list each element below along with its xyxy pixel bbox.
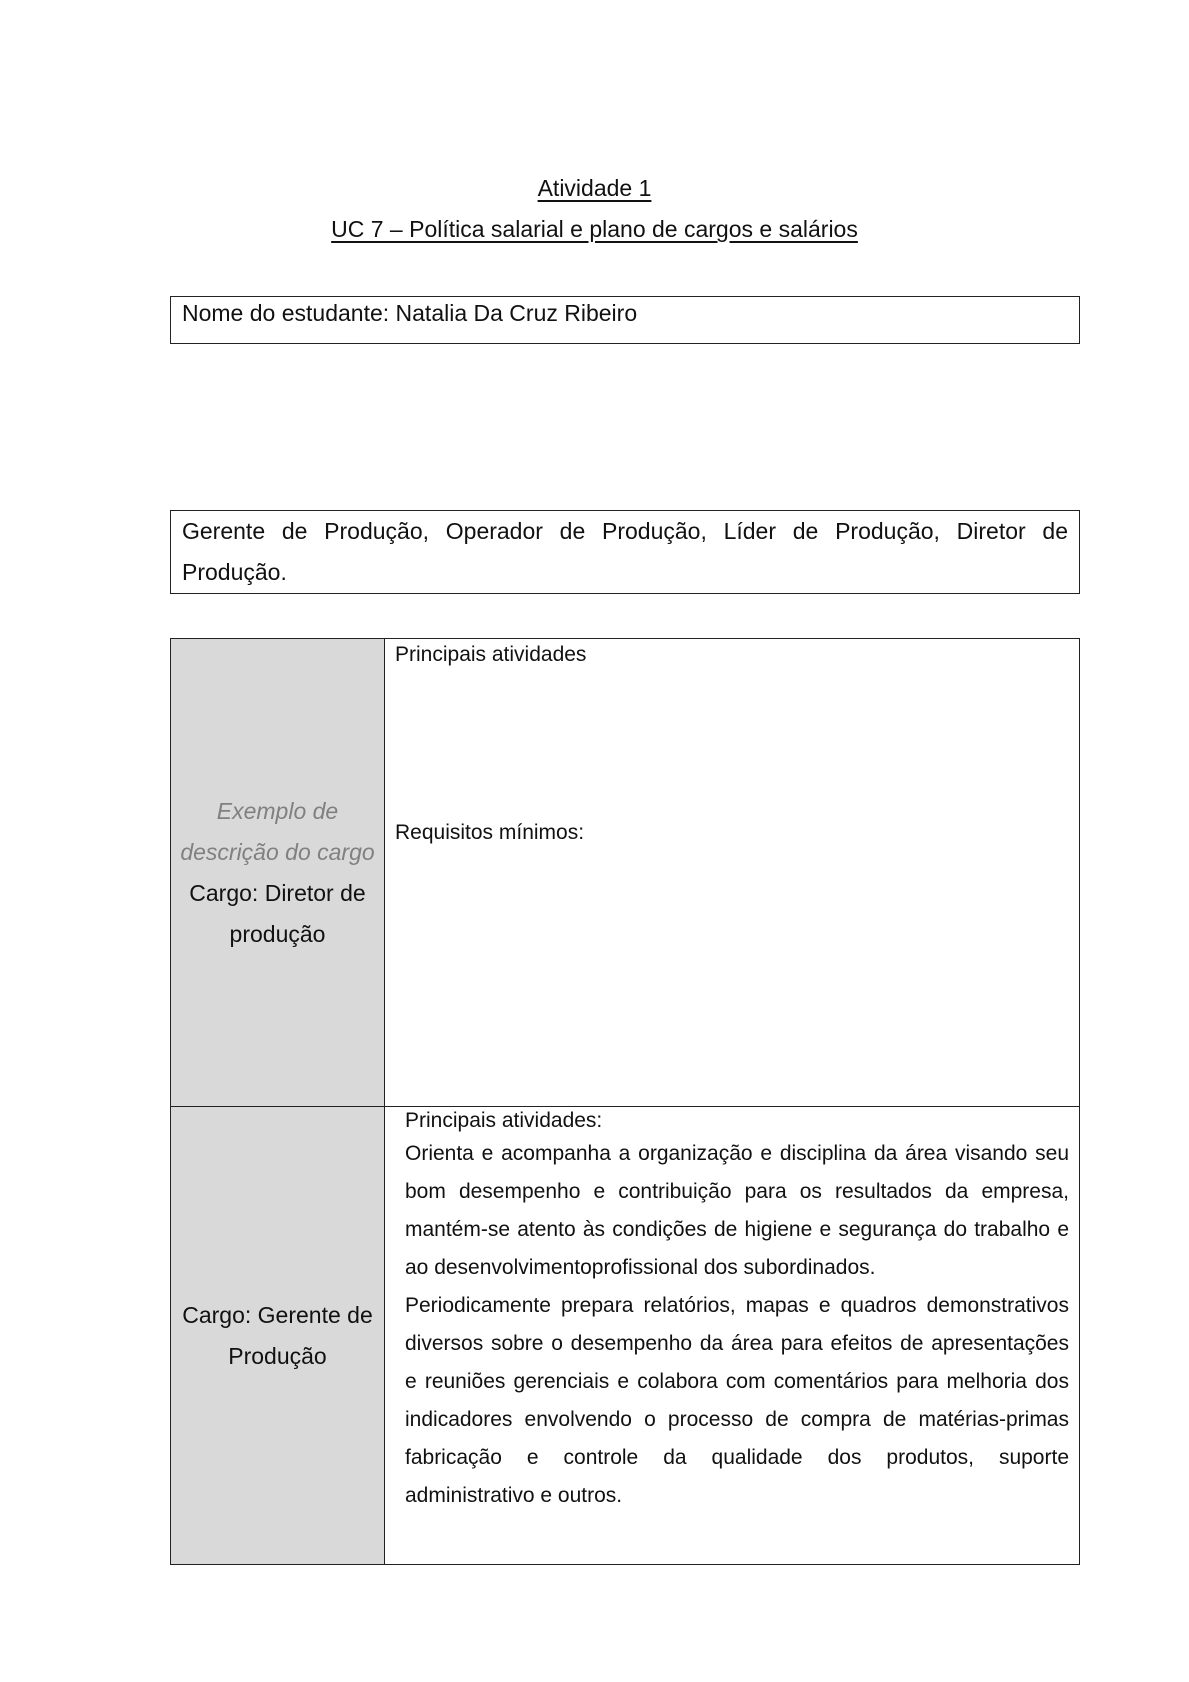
document-subtitle: UC 7 – Política salarial e plano de cargos e salários (331, 216, 858, 242)
activities-paragraph: Orienta e acompanha a organização e disciplina da área visando seu bom desempenho e contribuição para os resultados da empresa, mantém-se atento às condições de higiene e segurança do trabalho e ao desenvolvimentoprofissional dos subordinados. (405, 1142, 1069, 1279)
table-row (171, 1107, 1080, 1565)
job-description-table (170, 638, 1080, 1565)
cargo-content-cell (385, 639, 1080, 1107)
cargo-label-cell (171, 1107, 385, 1565)
document-title: Atividade 1 (537, 175, 652, 201)
student-name: Nome do estudante: Natalia Da Cruz Ribeiro (182, 300, 638, 326)
roles-list: Gerente de Produção, Operador de Produção, Líder de Produção, Diretor de Produção. (182, 518, 1068, 585)
requirements-heading: Requisitos mínimos: (395, 821, 585, 844)
activities-paragraph: Periodicamente prepara relatórios, mapas e quadros demonstrativos diversos sobre o desempenho da área para efeitos de apresentações e reuniões gerenciais e colabora com comentários para melhoria dos indicadores envolvendo o processo de compra de matérias-primas fabricação e controle da qualidade dos produtos, suporte administrativo e outros. (405, 1294, 1069, 1507)
cargo-label: Cargo: Gerente de Produção (182, 1301, 373, 1369)
cargo-content-cell (385, 1107, 1080, 1565)
cargo-label-cell (171, 639, 385, 1107)
activities-heading: Principais atividades: (405, 1109, 603, 1132)
roles-box (170, 510, 1080, 594)
example-label: Exemplo de descrição do cargo (180, 797, 375, 865)
document-header (0, 168, 1189, 250)
table-row (171, 639, 1080, 1107)
student-name-box (170, 296, 1080, 344)
cargo-label: Cargo: Diretor de produção (189, 879, 366, 947)
activities-heading: Principais atividades (395, 643, 587, 666)
